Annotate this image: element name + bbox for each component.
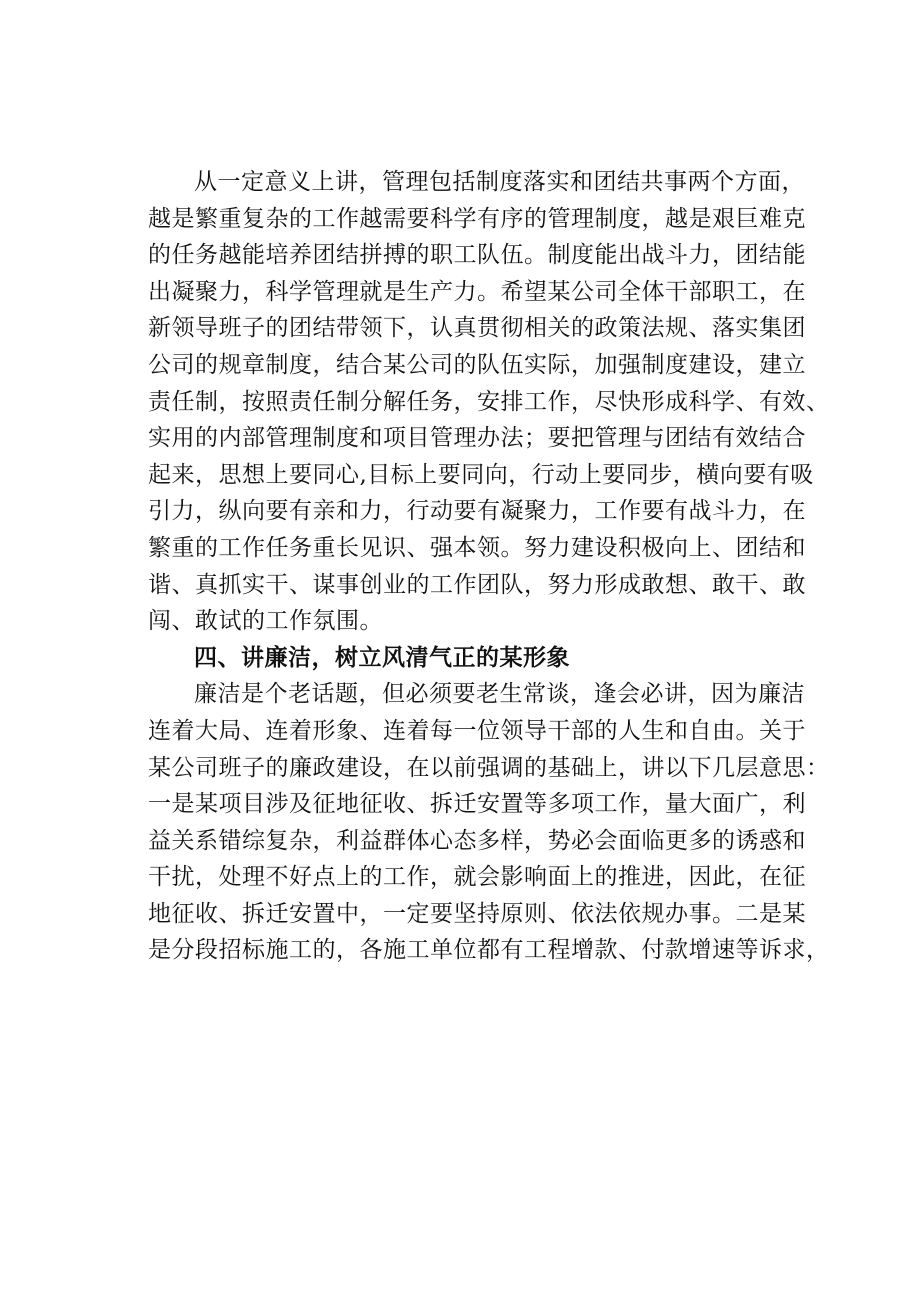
text-line: 谐、真抓实干、谋事创业的工作团队，努力形成敢想、敢干、敢 xyxy=(148,571,806,598)
text-line: 廉洁是个老话题，但必须要老生常谈，逢会必讲，因为廉洁 xyxy=(194,681,805,708)
text-line: 新领导班子的团结带领下，认真贯彻相关的政策法规、落实集团 xyxy=(148,315,806,342)
text-line: 是分段招标施工的，各施工单位都有工程增款、付款增速等诉求， xyxy=(148,937,830,964)
text-line: 引力，纵向要有亲和力，行动要有凝聚力，工作要有战斗力，在 xyxy=(148,498,806,525)
text-line: 起来，思想上要同心,目标上要同向，行动上要同步，横向要有吸 xyxy=(148,461,814,488)
text-line: 出凝聚力，科学管理就是生产力。希望某公司全体干部职工，在 xyxy=(148,278,806,305)
text-line: 从一定意义上讲，管理包括制度落实和团结共事两个方面， xyxy=(194,169,805,195)
text-line: 公司的规章制度，结合某公司的队伍实际，加强制度建设，建立 xyxy=(148,351,806,378)
text-line: 干扰，处理不好点上的工作，就会影响面上的推进，因此，在征 xyxy=(148,864,806,891)
text-line: 实用的内部管理制度和项目管理办法；要把管理与团结有效结合 xyxy=(148,425,806,452)
text-line: 一是某项目涉及征地征收、拆迁安置等多项工作，量大面广，利 xyxy=(148,791,806,818)
text-line: 越是繁重复杂的工作越需要科学有序的管理制度，越是艰巨难克 xyxy=(148,205,806,232)
text-line: 地征收、拆迁安置中，一定要坚持原则、依法依规办事。二是某 xyxy=(148,900,806,927)
text-line: 责任制，按照责任制分解任务，安排工作，尽快形成科学、有效、 xyxy=(148,388,830,415)
text-line: 闯、敢试的工作氛围。 xyxy=(148,608,383,635)
text-line: 某公司班子的廉政建设，在以前强调的基础上，讲以下几层意思： xyxy=(148,754,830,781)
document-body xyxy=(148,164,830,969)
paragraph-management xyxy=(148,164,830,640)
text-line: 连着大局、连着形象、连着每一位领导干部的人生和自由。关于 xyxy=(148,717,806,744)
text-line: 益关系错综复杂，利益群体心态多样，势必会面临更多的诱惑和 xyxy=(148,827,806,854)
paragraph-integrity xyxy=(148,676,830,969)
section-heading: 四、讲廉洁，树立风清气正的某形象 xyxy=(194,644,570,671)
text-line: 的任务越能培养团结拼搏的职工队伍。制度能出战斗力，团结能 xyxy=(148,242,806,269)
text-line: 繁重的工作任务重长见识、强本领。努力建设积极向上、团结和 xyxy=(148,534,806,561)
